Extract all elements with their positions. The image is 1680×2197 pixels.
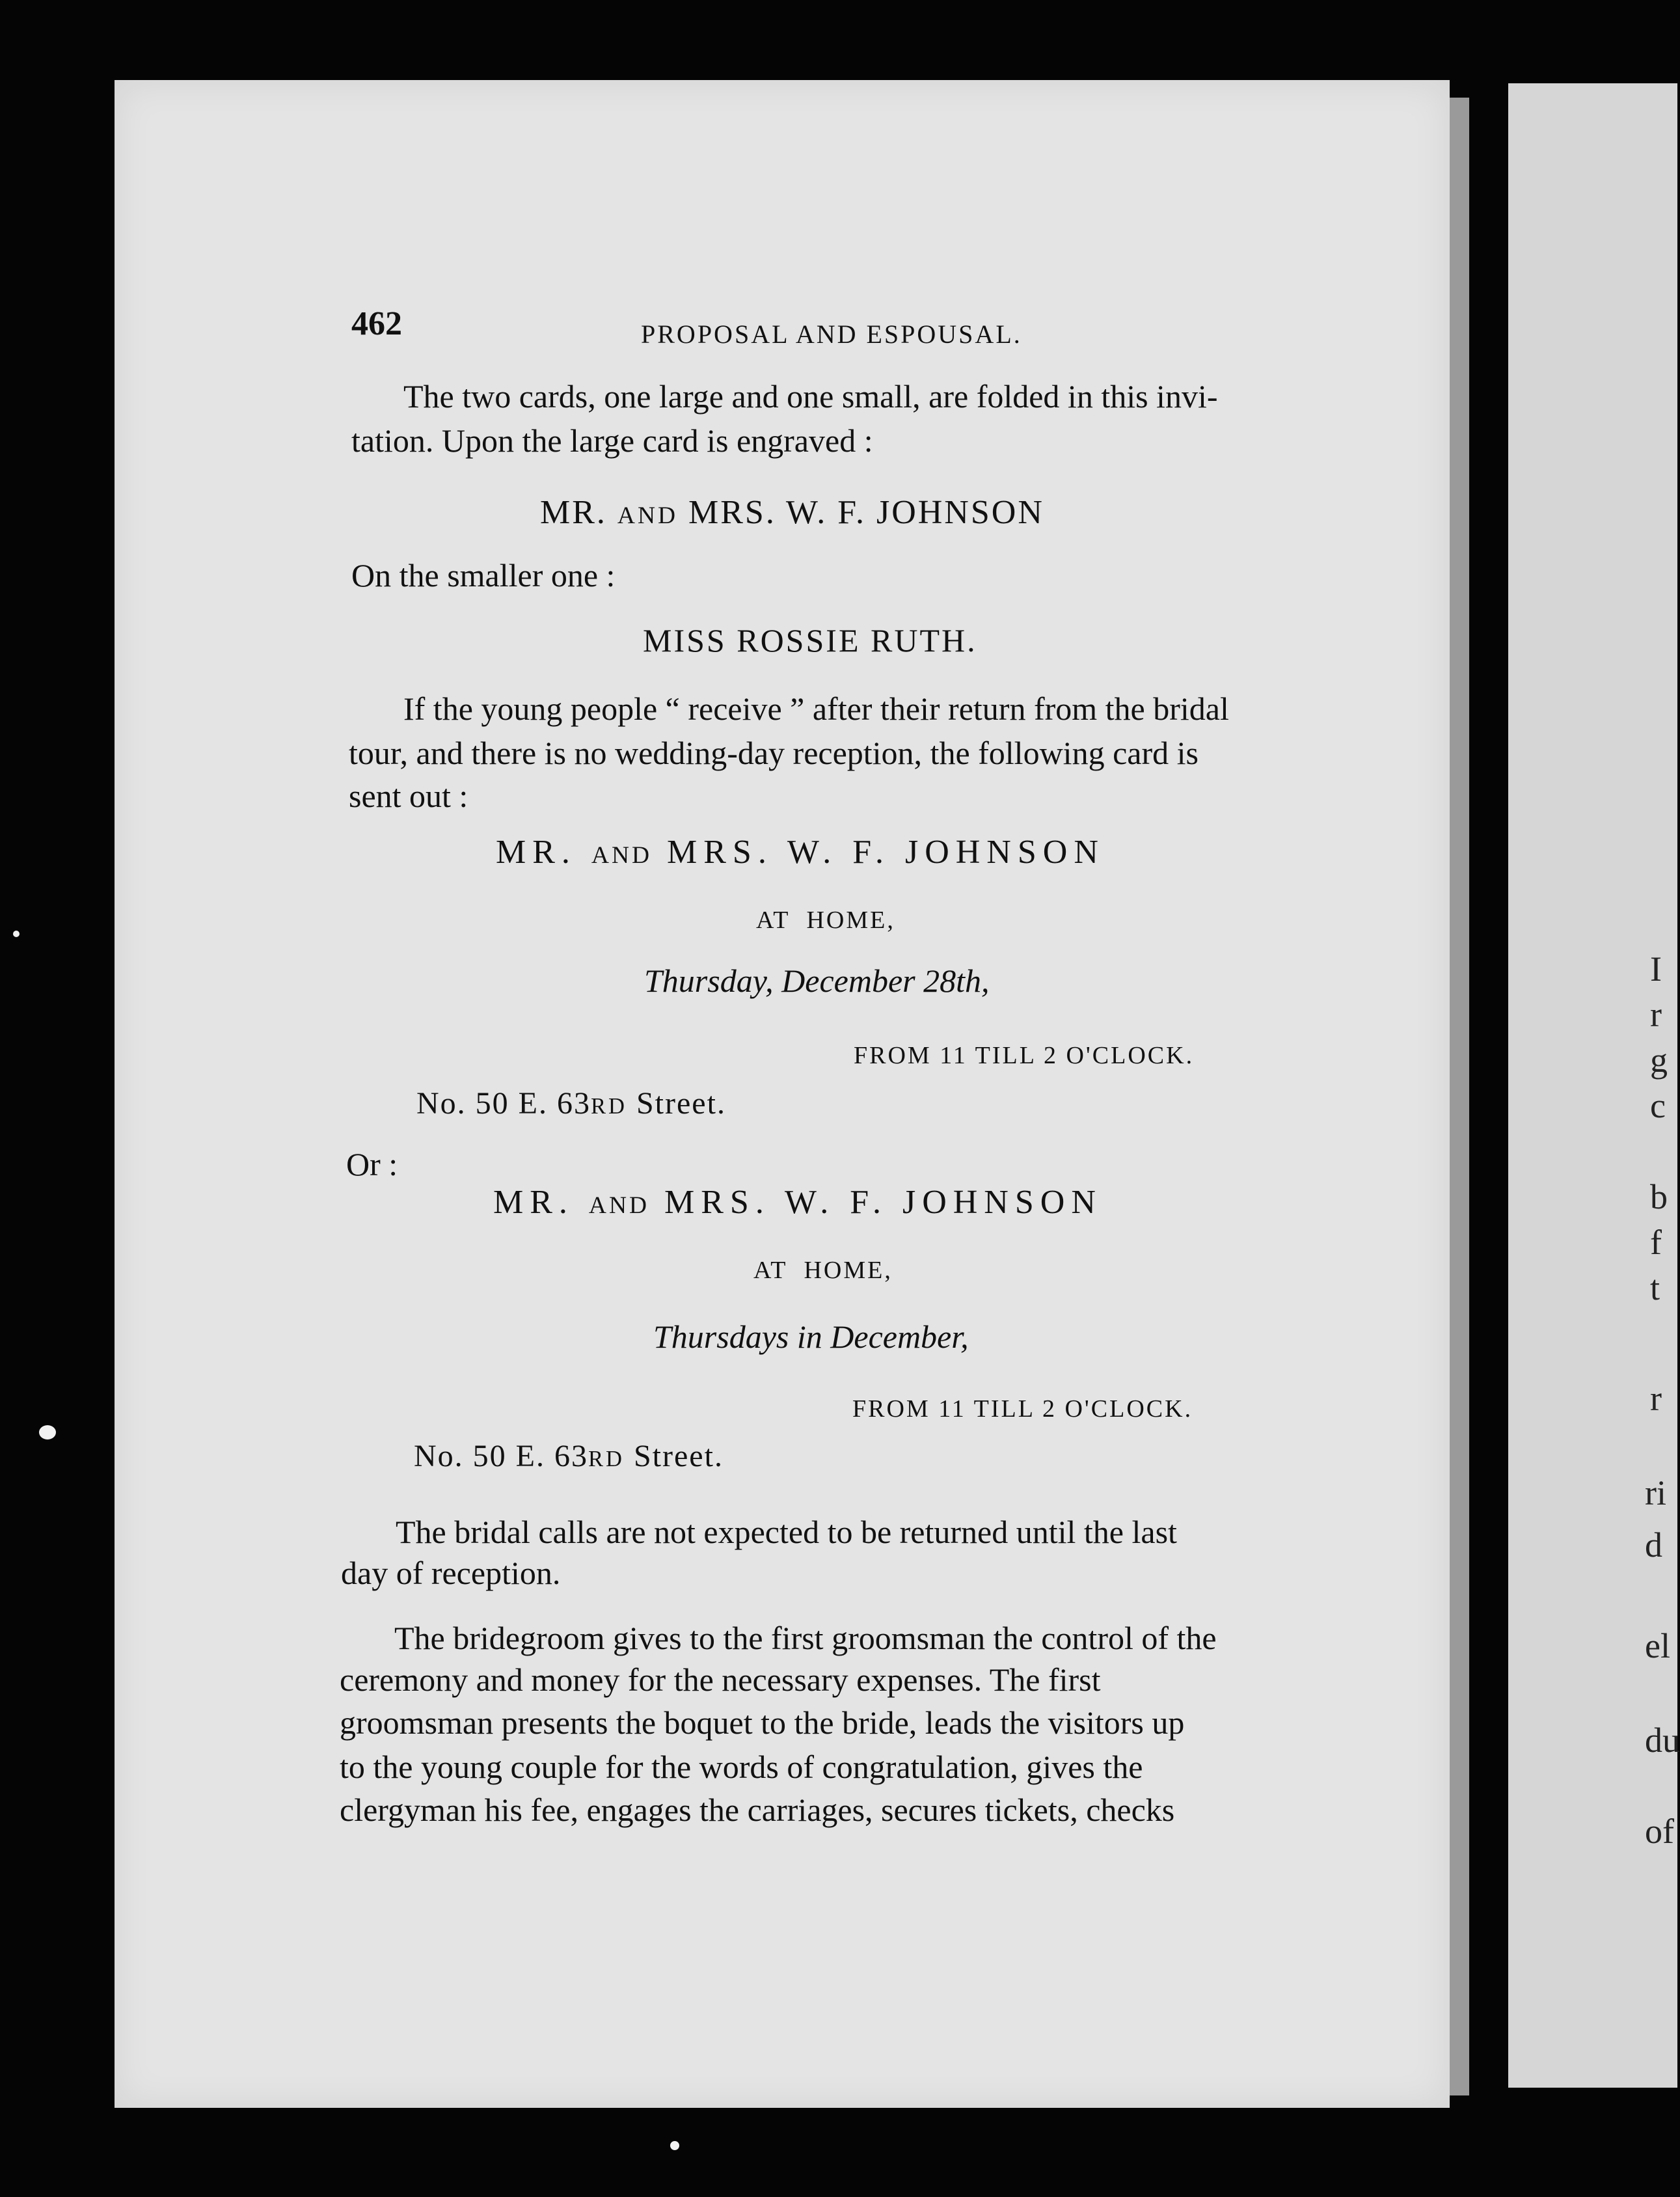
card-and: AND xyxy=(591,842,652,869)
paragraph-line: to the young couple for the words of congratulation, gives the xyxy=(340,1749,1143,1785)
adjacent-page xyxy=(1508,83,1680,2088)
scan-speck xyxy=(39,1425,56,1440)
small-card-name: MISS ROSSIE RUTH. xyxy=(643,622,977,659)
card-and: AND xyxy=(588,1192,649,1219)
adjacent-page-fragment: du xyxy=(1645,1721,1680,1760)
at-word: AT xyxy=(756,907,791,934)
home-word: HOME, xyxy=(804,1257,893,1284)
adjacent-page-fragment: t xyxy=(1650,1268,1660,1307)
paragraph-line: groomsman presents the boquet to the bride, leads the visitors up xyxy=(340,1704,1185,1741)
card-and: AND xyxy=(617,502,678,529)
reception-time: FROM 11 TILL 2 O'CLOCK. xyxy=(852,1395,1193,1423)
running-head: PROPOSAL AND ESPOUSAL. xyxy=(641,320,1022,349)
paragraph-line: tation. Upon the large card is engraved : xyxy=(351,422,873,459)
scan-speck xyxy=(13,931,20,937)
scan-speck xyxy=(670,2141,679,2150)
at-word: AT xyxy=(753,1257,788,1284)
address-street: Street. xyxy=(636,1086,726,1121)
adjacent-page-fragment: of xyxy=(1645,1812,1674,1851)
large-card-name xyxy=(540,493,1044,532)
smaller-card-intro: On the smaller one : xyxy=(351,557,616,594)
paragraph-line: tour, and there is no wedding-day reception, the following card is xyxy=(349,735,1199,771)
reception-time: FROM 11 TILL 2 O'CLOCK. xyxy=(854,1042,1195,1069)
address-street: Street. xyxy=(633,1439,724,1473)
at-home-card-name xyxy=(496,833,1105,871)
card-mr: MR. xyxy=(496,834,576,871)
reception-date: Thursday, December 28th, xyxy=(644,962,990,999)
at-home-line xyxy=(753,1256,893,1285)
reception-address xyxy=(414,1438,724,1474)
address-number: No. 50 E. 63 xyxy=(414,1439,588,1473)
paragraph-line: day of reception. xyxy=(341,1555,561,1591)
card-mr: MR. xyxy=(493,1184,574,1221)
paragraph-line: The bridegroom gives to the first groomsman the control of the xyxy=(394,1620,1217,1656)
paragraph-line: clergyman his fee, engages the carriages, secures tickets, checks xyxy=(340,1792,1175,1828)
page-gutter-shadow xyxy=(1450,98,1469,2095)
reception-date: Thursdays in December, xyxy=(653,1318,969,1355)
at-home-line xyxy=(756,906,895,935)
address-number: No. 50 E. 63 xyxy=(416,1086,591,1121)
adjacent-page-fragment: c xyxy=(1650,1086,1666,1125)
or-label: Or : xyxy=(346,1146,398,1182)
paragraph-line: sent out : xyxy=(349,778,468,814)
address-suffix: RD xyxy=(590,1094,627,1119)
paragraph-line: The two cards, one large and one small, are folded in this invi- xyxy=(403,378,1218,415)
address-suffix: RD xyxy=(588,1447,625,1471)
adjacent-page-fragment: r xyxy=(1650,1379,1662,1418)
card-rest: MRS. W. F. JOHNSON xyxy=(667,834,1105,871)
adjacent-page-fragment: f xyxy=(1650,1223,1662,1262)
adjacent-page-fragment: ri xyxy=(1645,1473,1666,1512)
paragraph-line: The bridal calls are not expected to be returned until the last xyxy=(396,1514,1177,1550)
adjacent-page-fragment: g xyxy=(1650,1041,1668,1080)
card-mr: MR. xyxy=(540,494,607,531)
card-rest: MRS. W. F. JOHNSON xyxy=(664,1184,1102,1221)
card-rest: MRS. W. F. JOHNSON xyxy=(688,494,1044,531)
paragraph-line: If the young people “ receive ” after their return from the bridal xyxy=(403,690,1229,727)
adjacent-page-fragment: r xyxy=(1650,995,1662,1034)
adjacent-page-fragment: el xyxy=(1645,1626,1670,1665)
home-word: HOME, xyxy=(806,907,895,934)
at-home-card-name xyxy=(493,1183,1102,1221)
adjacent-page-fragment: b xyxy=(1650,1177,1668,1216)
paragraph-line: ceremony and money for the necessary expenses. The first xyxy=(340,1661,1101,1698)
page-number: 462 xyxy=(351,305,402,342)
adjacent-page-fragment: I xyxy=(1650,949,1662,989)
adjacent-page-fragment: d xyxy=(1645,1525,1662,1564)
reception-address xyxy=(416,1085,726,1121)
